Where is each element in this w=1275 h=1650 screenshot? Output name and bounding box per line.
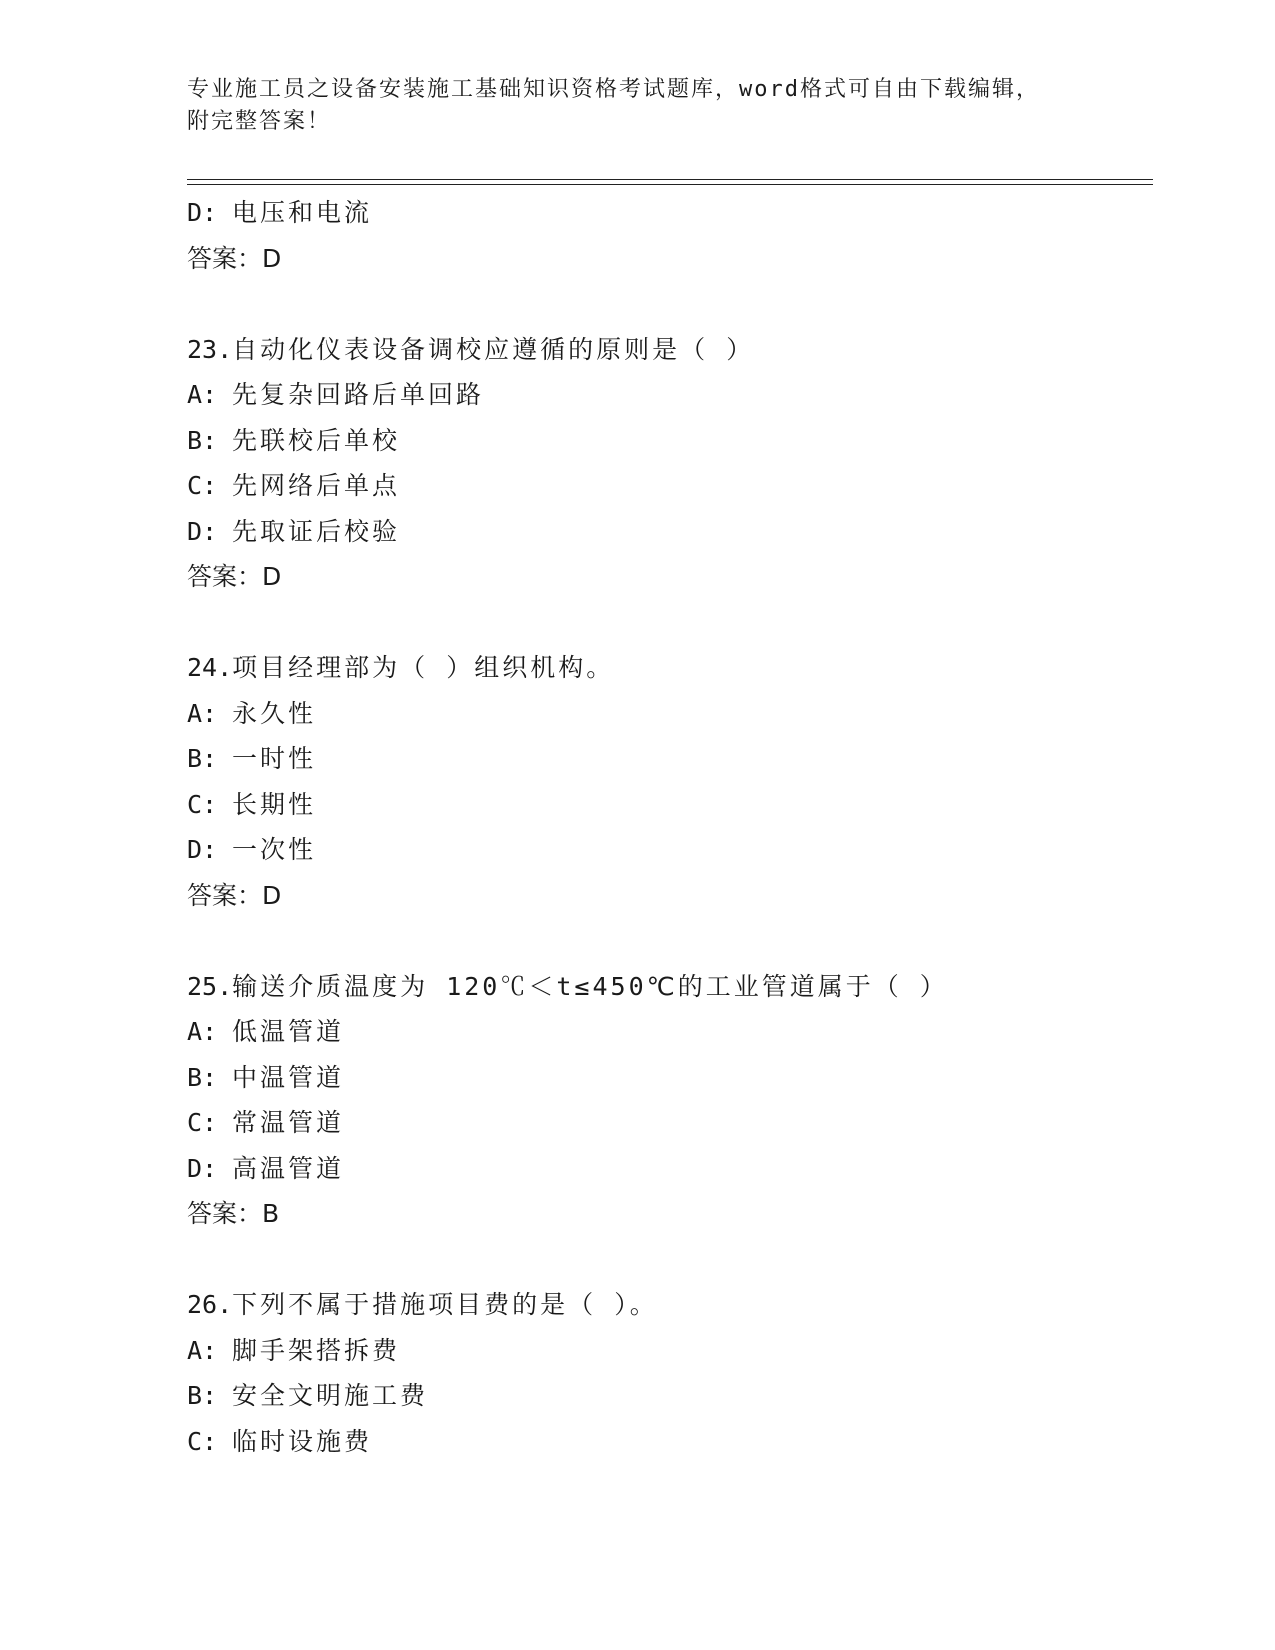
question-stem [187, 645, 1153, 691]
answer-line: 答案：B [187, 1199, 280, 1228]
option-a [187, 691, 1153, 737]
option-text: 先取证后校验 [232, 516, 401, 546]
option-text: 安全文明施工费 [232, 1381, 429, 1410]
option-text: 永久性 [232, 698, 317, 728]
option-d [187, 509, 1153, 555]
option-letter: B: [187, 425, 218, 455]
option-text: 先网络后单点 [232, 471, 401, 500]
option-b [187, 418, 1153, 464]
option-letter: D: [187, 516, 218, 546]
option-a [187, 1328, 1153, 1374]
question-number: 25. [187, 971, 233, 1001]
question-text: 输送介质温度为 120℃＜t≤450℃的工业管道属于（ ） [232, 971, 948, 1001]
option-d [187, 190, 1153, 236]
option-letter: B: [187, 1381, 218, 1410]
document-header [187, 74, 1087, 138]
question-text: 下列不属于措施项目费的是（ ）。 [232, 1290, 658, 1319]
option-text: 高温管道 [232, 1153, 345, 1183]
header-line-2: 附完整答案！ [187, 109, 332, 134]
option-letter: C: [187, 1108, 218, 1137]
option-letter: D: [187, 198, 218, 227]
option-text: 脚手架搭拆费 [232, 1335, 401, 1365]
header-line-1: 专业施工员之设备安装施工基础知识资格考试题库，word格式可自由下载编辑， [187, 77, 1040, 102]
question-text: 项目经理部为（ ）组织机构。 [232, 653, 615, 682]
option-letter: A: [187, 1017, 218, 1046]
option-text: 常温管道 [232, 1108, 345, 1137]
option-letter: D: [187, 1153, 218, 1183]
option-a [187, 372, 1153, 418]
question-stem [187, 327, 1153, 373]
option-a [187, 1009, 1153, 1055]
question-stem [187, 1282, 1153, 1328]
option-text: 长期性 [232, 789, 317, 819]
question-stem [187, 964, 1153, 1010]
option-d [187, 827, 1153, 873]
option-text: 一时性 [232, 744, 317, 773]
option-letter: B: [187, 744, 218, 773]
option-letter: C: [187, 471, 218, 500]
option-letter: C: [187, 1426, 218, 1456]
option-letter: A: [187, 698, 218, 728]
answer-line: 答案：D [187, 880, 282, 910]
option-b [187, 1373, 1153, 1419]
header-divider-bottom [187, 184, 1153, 185]
option-d [187, 1146, 1153, 1192]
header-divider-top [187, 179, 1153, 180]
option-c [187, 782, 1153, 828]
option-text: 低温管道 [232, 1017, 345, 1046]
option-letter: D: [187, 835, 218, 864]
option-text: 先联校后单校 [232, 425, 401, 455]
option-text: 临时设施费 [232, 1426, 373, 1456]
option-letter: B: [187, 1062, 218, 1092]
option-c [187, 1419, 1153, 1465]
option-c [187, 1100, 1153, 1146]
option-text: 中温管道 [232, 1062, 345, 1092]
option-letter: A: [187, 1335, 218, 1365]
question-number: 24. [187, 653, 233, 682]
question-number: 23. [187, 334, 233, 364]
answer-line: 答案：D [187, 243, 282, 273]
option-text: 先复杂回路后单回路 [232, 380, 485, 409]
question-text: 自动化仪表设备调校应遵循的原则是（ ） [232, 334, 755, 364]
option-text: 电压和电流 [232, 198, 373, 227]
option-text: 一次性 [232, 835, 317, 864]
option-b [187, 1055, 1153, 1101]
option-letter: C: [187, 789, 218, 819]
question-list [187, 190, 1153, 1464]
option-letter: A: [187, 380, 218, 409]
question-number: 26. [187, 1290, 233, 1319]
option-b [187, 736, 1153, 782]
answer-line: 答案：D [187, 562, 282, 591]
option-c [187, 463, 1153, 509]
